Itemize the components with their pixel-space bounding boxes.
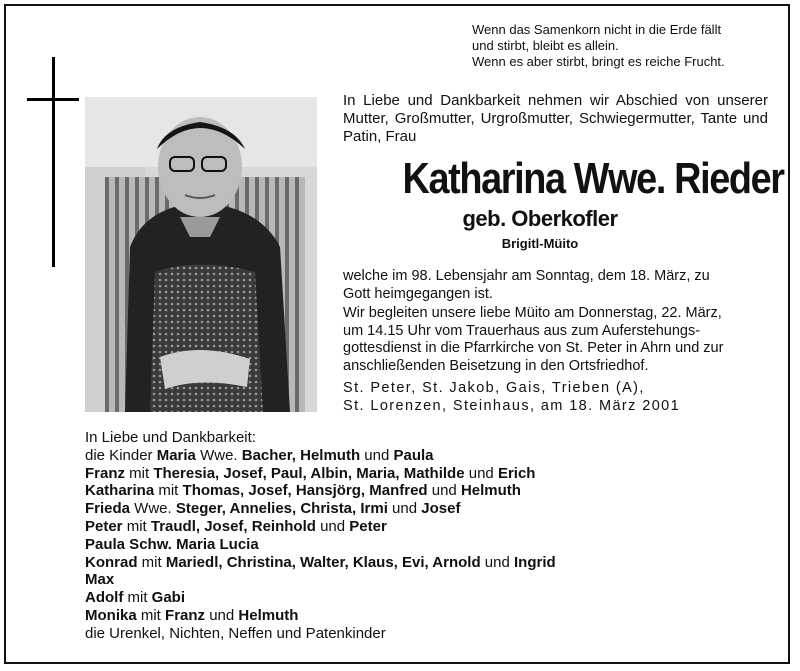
passing-line: Gott heimgegangen ist. <box>343 285 493 302</box>
mourner-name: Adolf <box>85 589 124 607</box>
mourner-connector: die Kinder <box>85 446 157 464</box>
funeral-line: um 14.15 Uhr vom Trauerhaus aus zum Auferstehungs- <box>343 322 701 339</box>
mourner-connector: Wwe. <box>195 446 242 464</box>
mourner-line <box>85 625 775 643</box>
mourner-line <box>85 447 775 465</box>
portrait-photo <box>85 97 317 412</box>
mourner-connector: und <box>480 553 515 571</box>
funeral-line: Wir begleiten unsere liebe Müito am Donnerstag, 22. März, <box>343 305 722 321</box>
mourner-name: Traudl, Josef, Reinhold <box>150 517 316 535</box>
cross-horizontal-bar <box>27 98 79 101</box>
mourner-name: Josef <box>421 500 461 518</box>
mourner-connector: und <box>360 446 394 464</box>
funeral-line: gottesdienst in die Pfarrkirche von St. Peter in Ahrn und zur <box>343 340 724 356</box>
mourner-name: Monika <box>85 606 137 624</box>
mourner-name: Ingrid <box>514 553 556 571</box>
mourner-name: Erich <box>497 464 536 482</box>
mourner-name: Paula Schw. Maria Lucia <box>85 535 259 553</box>
maiden-name: geb. Oberkofler <box>462 206 618 231</box>
mourner-name: Paula <box>393 446 434 464</box>
mourners-lines <box>85 447 775 643</box>
mourner-name: Franz <box>85 464 126 482</box>
verse-line: und stirbt, bleibt es allein. <box>472 38 619 53</box>
funeral-paragraph <box>343 305 768 375</box>
mourner-connector: und <box>205 606 239 624</box>
mourner-connector: und <box>427 482 461 500</box>
mourner-name: Steger, Annelies, Christa, Irmi <box>175 500 388 518</box>
mourner-line <box>85 500 775 518</box>
mourner-connector: und <box>387 500 422 518</box>
mourner-name: Konrad <box>85 553 138 571</box>
mourner-connector: mit <box>137 553 166 571</box>
places-line: St. Lorenzen, Steinhaus, am 18. März 2001 <box>343 398 681 414</box>
mourner-name: Theresia, Josef, Paul, Albin, Maria, Mathilde <box>153 464 465 482</box>
mourner-line <box>85 589 775 607</box>
mourner-connector: Wwe. <box>130 500 176 518</box>
bible-verse <box>472 22 772 70</box>
mourner-connector: mit <box>123 589 152 607</box>
mourners-heading: In Liebe und Dankbarkeit: <box>85 429 256 446</box>
mourner-name: Max <box>85 571 115 589</box>
mourner-connector: mit <box>154 482 183 500</box>
mourner-line <box>85 607 775 625</box>
mourner-line <box>85 536 775 554</box>
passing-paragraph <box>343 268 768 303</box>
funeral-line: anschließenden Beisetzung in den Ortsfriedhof. <box>343 357 649 374</box>
verse-line: Wenn es aber stirbt, bringt es reiche Frucht. <box>472 54 725 69</box>
mourner-connector: und <box>464 464 498 482</box>
mourner-line <box>85 554 775 572</box>
mourner-name: Thomas, Josef, Hansjörg, Manfred <box>182 482 428 500</box>
mourner-connector: mit <box>122 517 151 535</box>
mourner-line <box>85 518 775 536</box>
mourner-name: Peter <box>349 517 387 535</box>
places-line: St. Peter, St. Jakob, Gais, Trieben (A), <box>343 380 645 396</box>
mourner-connector: und <box>315 517 350 535</box>
mourner-name: Gabi <box>151 589 186 607</box>
mourner-name: Franz <box>165 606 206 624</box>
deceased-name: Katharina Wwe. Rieder <box>402 154 784 203</box>
nickname: Brigitl-Müito <box>501 236 579 251</box>
mourner-name: Mariedl, Christina, Walter, Klaus, Evi, Arnold <box>165 553 481 571</box>
mourner-name: Maria <box>156 446 196 464</box>
mourner-name: Bacher, Helmuth <box>241 446 361 464</box>
mourner-name: Helmuth <box>460 482 521 500</box>
mourner-name: Katharina <box>85 482 155 500</box>
mourners-list <box>85 429 775 643</box>
mourner-line <box>85 482 775 500</box>
mourner-name: Helmuth <box>238 606 299 624</box>
mourner-line <box>85 571 775 589</box>
passing-line: welche im 98. Lebensjahr am Sonntag, dem 18. März, zu <box>343 268 710 284</box>
mourner-connector: mit <box>136 606 166 624</box>
place-and-date <box>343 379 768 415</box>
mourner-name: Frieda <box>85 500 131 518</box>
portrait-image <box>85 97 317 412</box>
intro-text: In Liebe und Dankbarkeit nehmen wir Abschied von unserer Mutter, Großmutter, Urgroßmutter, Schwiegermutter, Tante und Patin, Frau <box>343 92 768 145</box>
mourner-line <box>85 465 775 483</box>
mourner-connector: mit <box>125 464 154 482</box>
verse-line: Wenn das Samenkorn nicht in die Erde fällt <box>472 22 722 37</box>
mourner-connector: die Urenkel, Nichten, Neffen und Patenkinder <box>85 624 386 642</box>
mourner-name: Peter <box>85 517 123 535</box>
cross-vertical-bar <box>52 57 55 267</box>
